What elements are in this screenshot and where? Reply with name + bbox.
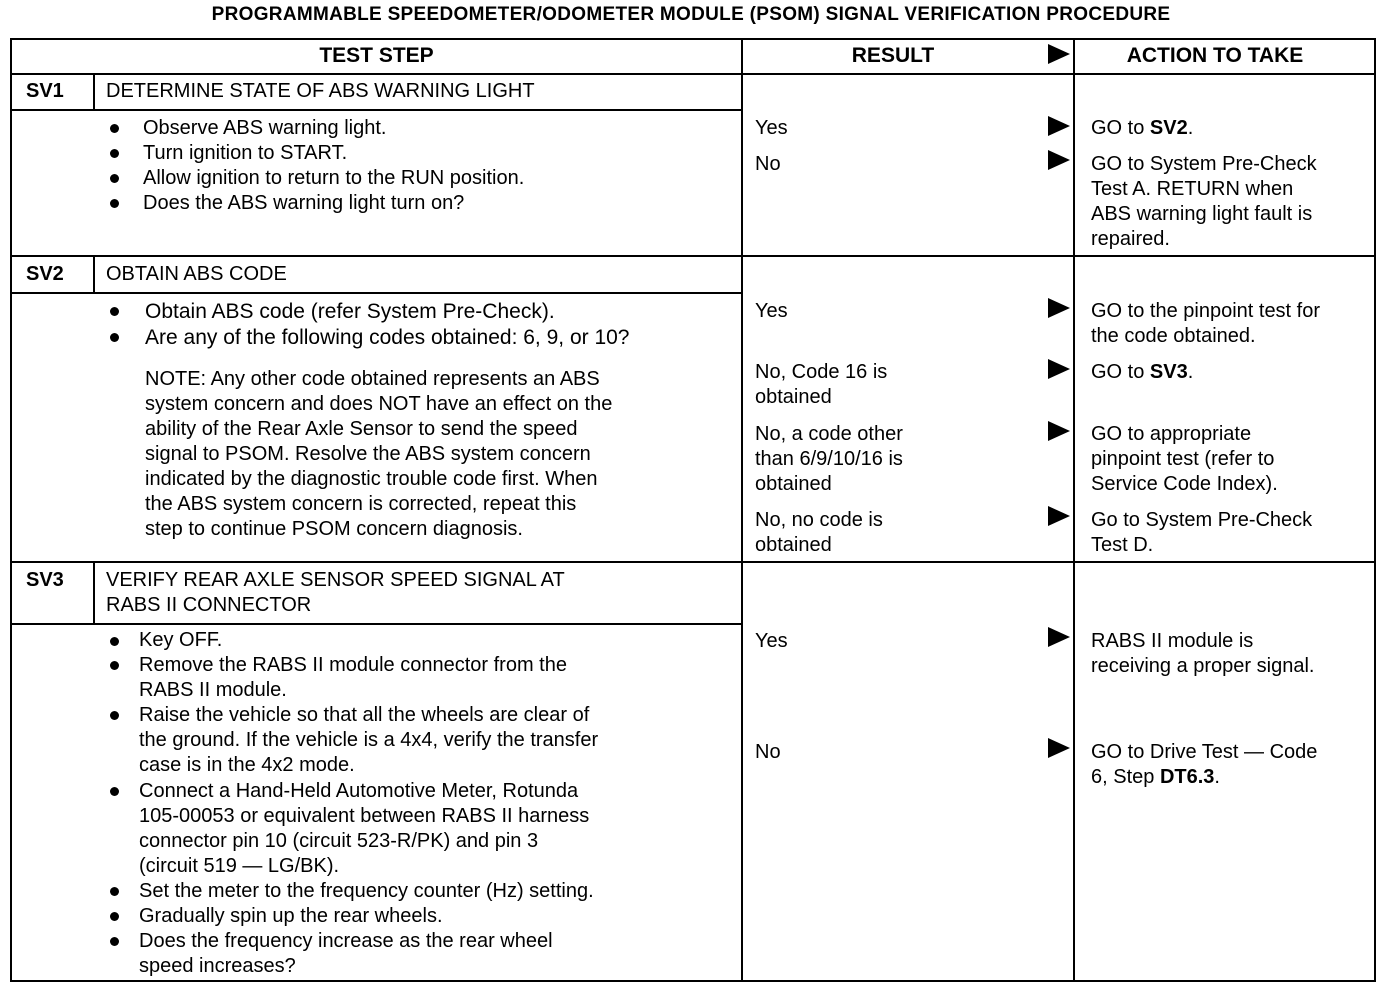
step-line: Allow ignition to return to the RUN position. xyxy=(143,167,525,189)
arrow-icon xyxy=(1048,116,1070,136)
step-heading: OBTAIN ABS CODE xyxy=(106,263,287,285)
note-line: indicated by the diagnostic trouble code first. When xyxy=(145,468,598,490)
arrow-icon xyxy=(1048,506,1070,526)
bullet-icon xyxy=(110,124,119,133)
header-result: RESULT xyxy=(851,44,935,67)
step-line: Does the ABS warning light turn on? xyxy=(143,192,465,214)
arrow-icon xyxy=(1048,421,1070,441)
step-line: Turn ignition to START. xyxy=(143,142,348,164)
result-no-code: obtained xyxy=(755,534,832,556)
action-text: Go to System Pre-Check xyxy=(1091,509,1313,531)
step-heading: VERIFY REAR AXLE SENSOR SPEED SIGNAL AT xyxy=(106,569,565,591)
action-text: GO to appropriate xyxy=(1091,423,1252,445)
action-text: RABS II module is xyxy=(1091,630,1254,652)
step-line: Remove the RABS II module connector from the xyxy=(139,654,567,676)
action-text: repaired. xyxy=(1091,228,1170,250)
action-text: ABS warning light fault is xyxy=(1091,203,1313,225)
step-line: speed increases? xyxy=(139,955,296,977)
page-title: PROGRAMMABLE SPEEDOMETER/ODOMETER MODULE (PSOM) SIGNAL VERIFICATION PROCEDURE xyxy=(211,4,1171,25)
step-line: Observe ABS warning light. xyxy=(143,117,387,139)
result-no-other: No, a code other xyxy=(755,423,903,445)
step-line: Obtain ABS code (refer System Pre-Check). xyxy=(145,300,555,323)
step-line: Connect a Hand-Held Automotive Meter, Rotunda xyxy=(139,780,579,802)
result-yes: Yes xyxy=(755,300,788,322)
header-action: ACTION TO TAKE xyxy=(1126,44,1304,67)
header-test-step: TEST STEP xyxy=(319,44,434,67)
step-line: Raise the vehicle so that all the wheels are clear of xyxy=(139,704,590,726)
step-id: SV2 xyxy=(26,263,64,285)
step-line: Set the meter to the frequency counter (Hz) setting. xyxy=(139,880,594,902)
bullet-icon xyxy=(110,149,119,158)
note-line: ability of the Rear Axle Sensor to send the speed xyxy=(145,418,578,440)
step-line: connector pin 10 (circuit 523-R/PK) and pin 3 xyxy=(139,830,539,852)
result-no: No xyxy=(755,741,781,763)
result-no: No xyxy=(755,153,781,175)
arrow-icon xyxy=(1048,359,1070,379)
note-line: system concern and does NOT have an effect on the xyxy=(145,393,613,415)
step-line: Are any of the following codes obtained: 6, 9, or 10? xyxy=(145,326,630,349)
arrow-icon xyxy=(1048,44,1070,64)
arrow-icon xyxy=(1048,298,1070,318)
step-line: Key OFF. xyxy=(139,629,223,651)
step-line: Does the frequency increase as the rear wheel xyxy=(139,930,553,952)
note-line: step to continue PSOM concern diagnosis. xyxy=(145,518,523,540)
bullet-icon xyxy=(110,199,119,208)
step-line: 105-00053 or equivalent between RABS II harness xyxy=(139,805,590,827)
step-line: case is in the 4x2 mode. xyxy=(139,754,355,776)
step-line: the ground. If the vehicle is a 4x4, verify the transfer xyxy=(139,729,599,751)
step-heading: DETERMINE STATE OF ABS WARNING LIGHT xyxy=(106,80,535,102)
result-no-code: No, no code is xyxy=(755,509,883,531)
action-text: GO to Drive Test — Code xyxy=(1091,741,1318,763)
bullet-icon xyxy=(110,307,119,316)
action-text: GO to the pinpoint test for xyxy=(1091,300,1321,322)
result-yes: Yes xyxy=(755,117,788,139)
arrow-icon xyxy=(1048,738,1070,758)
arrow-icon xyxy=(1048,627,1070,647)
action-text: GO to System Pre-Check xyxy=(1091,153,1317,175)
bullet-icon xyxy=(110,333,119,342)
result-no-other: than 6/9/10/16 is xyxy=(755,448,903,470)
step-line: Gradually spin up the rear wheels. xyxy=(139,905,443,927)
step-line: (circuit 519 — LG/BK). xyxy=(139,855,340,877)
action-text: Service Code Index). xyxy=(1091,473,1278,495)
bullet-icon xyxy=(110,711,119,720)
step-line: RABS II module. xyxy=(139,679,287,701)
bullet-icon xyxy=(110,937,119,946)
action-text: Test A. RETURN when xyxy=(1091,178,1294,200)
bullet-icon xyxy=(110,637,119,646)
bullet-icon xyxy=(110,661,119,670)
action-text: receiving a proper signal. xyxy=(1091,655,1315,677)
action-text: pinpoint test (refer to xyxy=(1091,448,1275,470)
action-text: the code obtained. xyxy=(1091,325,1256,347)
action-text: GO to SV2. xyxy=(1091,117,1194,139)
result-no-code16: No, Code 16 is xyxy=(755,361,888,383)
bullet-icon xyxy=(110,174,119,183)
note-line: signal to PSOM. Resolve the ABS system concern xyxy=(145,443,591,465)
arrow-icon xyxy=(1048,150,1070,170)
step-heading: RABS II CONNECTOR xyxy=(106,594,312,616)
result-no-other: obtained xyxy=(755,473,832,495)
step-id: SV1 xyxy=(26,80,64,102)
step-id: SV3 xyxy=(26,569,64,591)
result-yes: Yes xyxy=(755,630,788,652)
action-text: GO to SV3. xyxy=(1091,361,1194,383)
note-line: NOTE: Any other code obtained represents an ABS xyxy=(145,368,600,390)
action-text: 6, Step DT6.3. xyxy=(1091,766,1220,788)
action-text: Test D. xyxy=(1091,534,1154,556)
note-line: the ABS system concern is corrected, repeat this xyxy=(145,493,577,515)
bullet-icon xyxy=(110,887,119,896)
result-no-code16: obtained xyxy=(755,386,832,408)
bullet-icon xyxy=(110,912,119,921)
bullet-icon xyxy=(110,787,119,796)
